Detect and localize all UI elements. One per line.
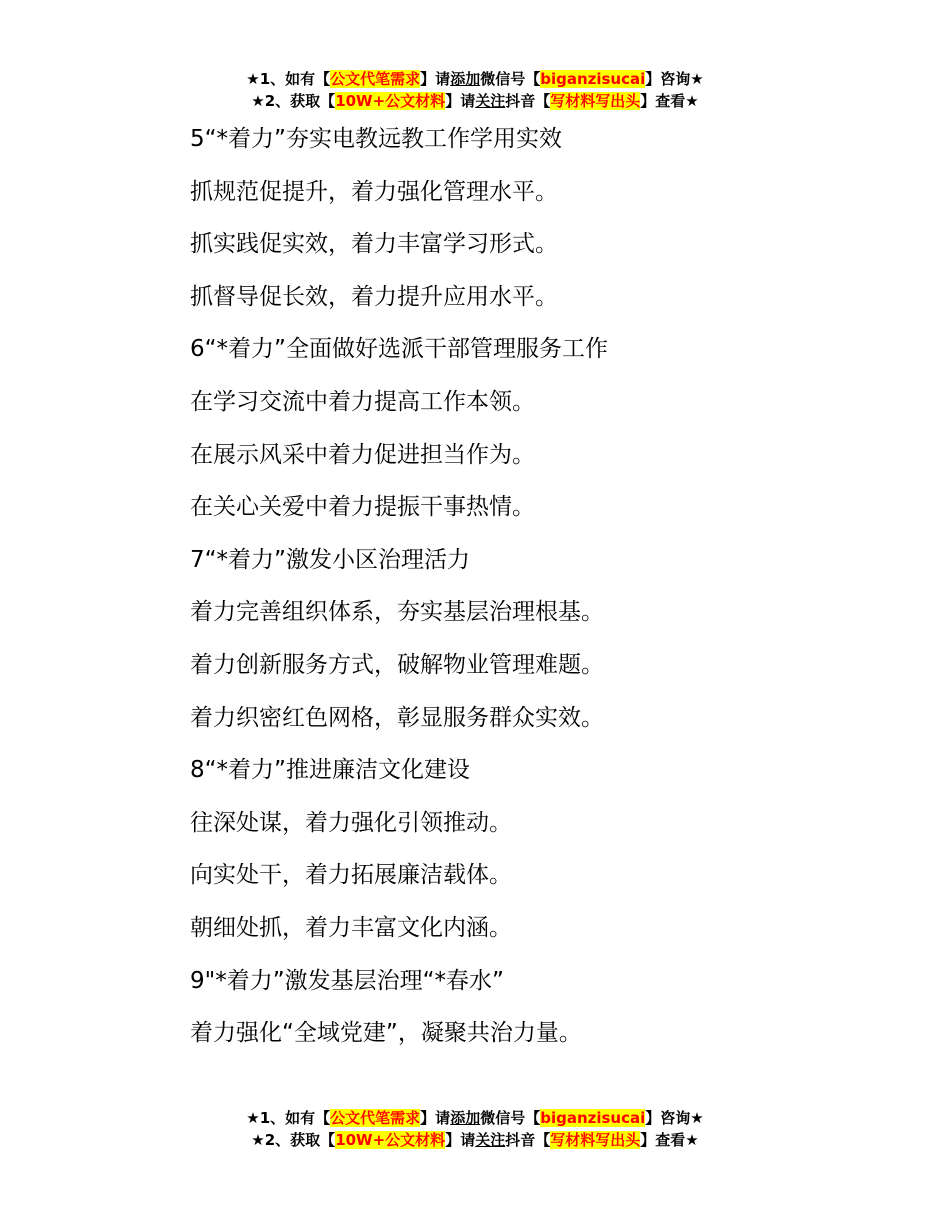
banner-text: ★1、如有【 [246, 70, 331, 88]
highlight-materials-label: 10W+公文材料 [335, 1131, 446, 1149]
highlight-douyin-account: 写材料写出头 [550, 92, 641, 110]
highlight-wechat-id: biganzisucai [540, 70, 646, 88]
paragraph: 在关心关爱中着力提振干事热情。 [190, 494, 535, 521]
banner-text: 抖音【 [505, 1131, 551, 1149]
banner-text: 】请 [420, 70, 451, 88]
banner-text: 微信号【 [480, 1109, 541, 1127]
highlight-douyin-account: 写材料写出头 [550, 1131, 641, 1149]
paragraph: 着力创新服务方式，破解物业管理难题。 [190, 651, 604, 678]
paragraph: 抓规范促提升，着力强化管理水平。 [190, 178, 558, 205]
paragraph: 着力织密红色网格，彰显服务群众实效。 [190, 704, 604, 731]
paragraph: 着力强化“全域党建”，凝聚共治力量。 [190, 1020, 582, 1047]
banner-text: ★2、获取【 [251, 1131, 336, 1149]
paragraph: 着力完善组织体系，夯实基层治理根基。 [190, 599, 604, 626]
section-heading-9: 9"*着力”激发基层治理“*春水” [190, 967, 504, 994]
banner-text: 】查看★ [640, 1131, 699, 1149]
paragraph: 往深处谋，着力强化引领推动。 [190, 809, 512, 836]
banner-text: ★2、获取【 [251, 92, 336, 110]
paragraph: 在展示风采中着力促进担当作为。 [190, 441, 535, 468]
footer-banner [0, 1107, 950, 1151]
footer-banner-line-2 [0, 1129, 950, 1151]
section-heading-8: 8“*着力”推进廉洁文化建设 [190, 757, 470, 784]
banner-emphasis: 添加 [450, 1109, 481, 1127]
footer-banner-line-1 [0, 1107, 950, 1129]
section-heading-5: 5“*着力”夯实电教远教工作学用实效 [190, 126, 562, 152]
paragraph: 朝细处抓，着力丰富文化内涵。 [190, 914, 512, 941]
banner-text: 】咨询★ [645, 1109, 704, 1127]
document-body [190, 113, 890, 1060]
banner-text: ★1、如有【 [246, 1109, 331, 1127]
highlight-materials-label: 10W+公文材料 [335, 92, 446, 110]
banner-emphasis: 关注 [475, 92, 506, 110]
banner-text: 】请 [445, 92, 476, 110]
highlight-service-label: 公文代笔需求 [330, 70, 421, 88]
highlight-service-label: 公文代笔需求 [330, 1109, 421, 1127]
banner-emphasis: 关注 [475, 1131, 506, 1149]
banner-text: 】请 [420, 1109, 451, 1127]
banner-text: 】咨询★ [645, 70, 704, 88]
header-banner-line-2 [0, 90, 950, 112]
banner-text: 微信号【 [480, 70, 541, 88]
section-heading-7: 7“*着力”激发小区治理活力 [190, 546, 470, 573]
header-banner [0, 68, 950, 112]
paragraph: 向实处干，着力拓展廉洁载体。 [190, 862, 512, 889]
banner-emphasis: 添加 [450, 70, 481, 88]
paragraph: 在学习交流中着力提高工作本领。 [190, 388, 535, 415]
highlight-wechat-id: biganzisucai [540, 1109, 646, 1127]
header-banner-line-1 [0, 68, 950, 90]
banner-text: 】查看★ [640, 92, 699, 110]
banner-text: 】请 [445, 1131, 476, 1149]
paragraph: 抓实践促实效，着力丰富学习形式。 [190, 231, 558, 258]
paragraph: 抓督导促长效，着力提升应用水平。 [190, 283, 558, 310]
banner-text: 抖音【 [505, 92, 551, 110]
section-heading-6: 6“*着力”全面做好选派干部管理服务工作 [190, 336, 608, 363]
